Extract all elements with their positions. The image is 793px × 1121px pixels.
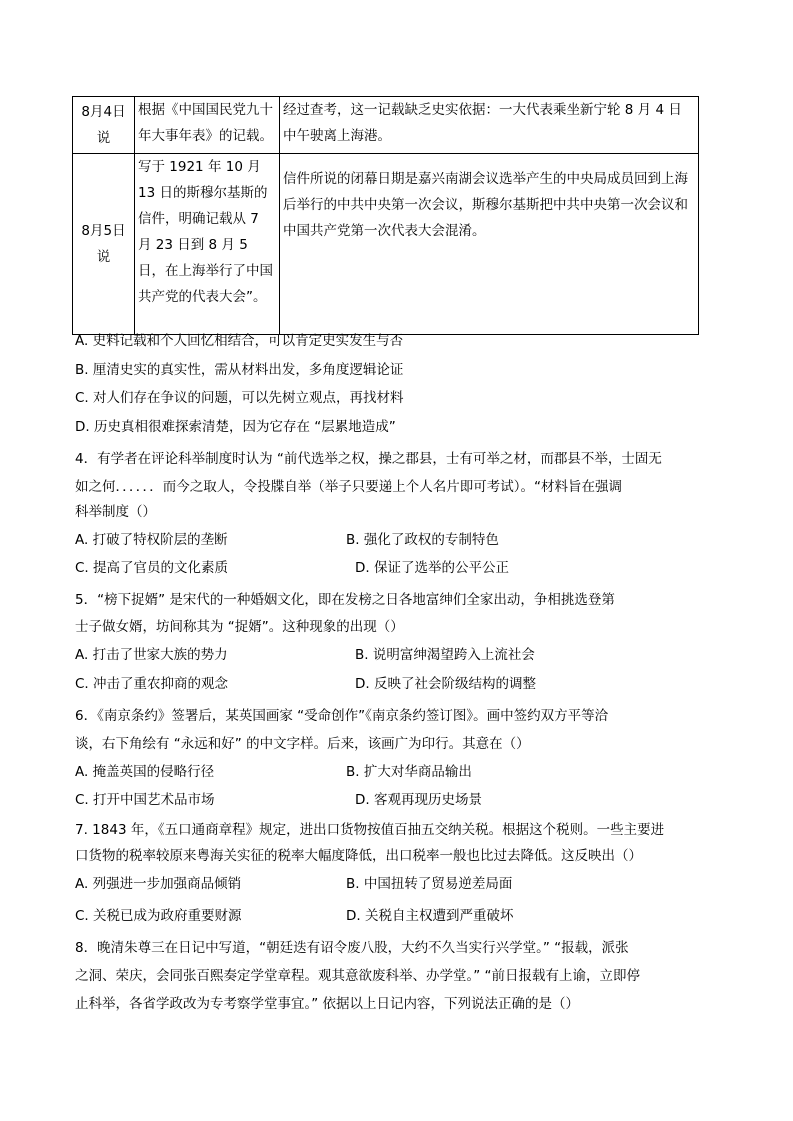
q3-option-b[interactable]: B. 厘清史实的真实性，需从材料出发，多角度逻辑论证 [75,362,404,378]
q4-stem-line1: 4．有学者在评论科举制度时认为 “前代选举之权，操之郡县，士有可举之材，而郡县不举，士固无 [75,451,662,467]
q3-option-c[interactable]: C. 对人们存在争议的问题，可以先树立观点，再找材料 [75,390,404,406]
q6-stem-line2: 谈，右下角绘有 “永远和好” 的中文字样。后来，该画广为印行。其意在（） [75,736,530,752]
q5-option-b[interactable]: B. 说明富绅渴望跨入上流社会 [355,647,535,663]
table-cell-source: 写于 1921 年 10 月 13 日的斯穆尔基斯的信件，明确记载从 7 月 23 日到 8 月 5 日，在上海举行了中国共产党的代表大会”。 [135,154,280,335]
table-cell-date: 8月5日说 [73,154,135,335]
q5-stem-line2: 士子做女婿，坊间称其为 “捉婿”。这种现象的出现（） [75,619,404,635]
q4-option-a[interactable]: A. 打破了特权阶层的垄断 [75,532,228,548]
table-row [73,154,699,335]
q3-option-d[interactable]: D. 历史真相很难探索清楚，因为它存在 “层累地造成” [75,419,396,435]
q5-option-c[interactable]: C. 冲击了重农抑商的观念 [75,676,229,692]
q5-stem-line1: 5．“榜下捉婿” 是宋代的一种婚姻文化，即在发榜之日各地富绅们全家出动，争相挑选登第 [75,592,615,608]
q4-option-b[interactable]: B. 强化了政权的专制特色 [346,532,499,548]
q7-option-a[interactable]: A. 列强进一步加强商品倾销 [75,876,242,892]
table-cell-analysis: 经过查考，这一记载缺乏史实依据：一大代表乘坐新宁轮 8 月 4 日中午驶离上海港。 [280,97,699,154]
q8-stem-line3: 止科举，各省学政改为专考察学堂事宜。” 依据以上日记内容，下列说法正确的是（） [75,996,580,1012]
q6-option-c[interactable]: C. 打开中国艺术品市场 [75,792,215,808]
q6-option-b[interactable]: B. 扩大对华商品输出 [346,764,472,780]
q5-option-a[interactable]: A. 打击了世家大族的势力 [75,647,228,663]
q4-option-c[interactable]: C. 提高了官员的文化素质 [75,560,229,576]
q7-stem-line2: 口货物的税率较原来粤海关实征的税率大幅度降低，出口税率一般也比过去降低。这反映出（） [75,848,642,864]
q8-stem-line1: 8．晚清朱尊三在日记中写道，“朝廷迭有诏令废八股，大约不久当实行兴学堂。” “报载，派张 [75,940,629,956]
q5-option-d[interactable]: D. 反映了社会阶级结构的调整 [355,676,536,692]
q7-option-c[interactable]: C. 关税已成为政府重要财源 [75,908,242,924]
q6-stem-line1: 6．《南京条约》签署后，某英国画家 “受命创作”《南京条约签订图》。画中签约双方平等洽 [75,708,609,724]
q4-option-d[interactable]: D. 保证了选举的公平公正 [355,560,509,576]
table-cell-date: 8月4日说 [73,97,135,154]
q6-option-a[interactable]: A. 掩盖英国的侵略行径 [75,764,215,780]
q7-option-d[interactable]: D. 关税自主权遭到严重破坏 [346,908,514,924]
q6-option-d[interactable]: D. 客观再现历史场景 [355,792,482,808]
q7-stem-line1: 7. 1843 年，《五口通商章程》规定，进出口货物按值百抽五交纳关税。根据这个税则。一些主要进 [75,822,665,838]
table-cell-source: 根据《中国国民党九十年大事年表》的记载。 [135,97,280,154]
q7-option-b[interactable]: B. 中国扭转了贸易逆差局面 [346,876,513,892]
q3-option-a[interactable]: A. 史料记载和个人回忆相结合，可以肯定史实发生与否 [75,333,404,349]
table-row [73,97,699,154]
q4-stem-line3: 科举制度（） [75,504,156,520]
q4-stem-line2: 如之何．．．．．．而今之取人，令投牒自举（举子只要递上个人名片即可考试）。“材料旨在强调 [75,479,622,495]
table-cell-analysis: 信件所说的闭幕日期是嘉兴南湖会议选举产生的中央局成员回到上海后举行的中共中央第一次会议，斯穆尔基斯把中共中央第一次会议和中国共产党第一次代表大会混淆。 [280,154,699,335]
q8-stem-line2: 之洞、荣庆，会同张百熙奏定学堂章程。观其意欲废科举、办学堂。” “前日报载有上谕，立即停 [75,968,641,984]
comparison-table [72,96,699,335]
